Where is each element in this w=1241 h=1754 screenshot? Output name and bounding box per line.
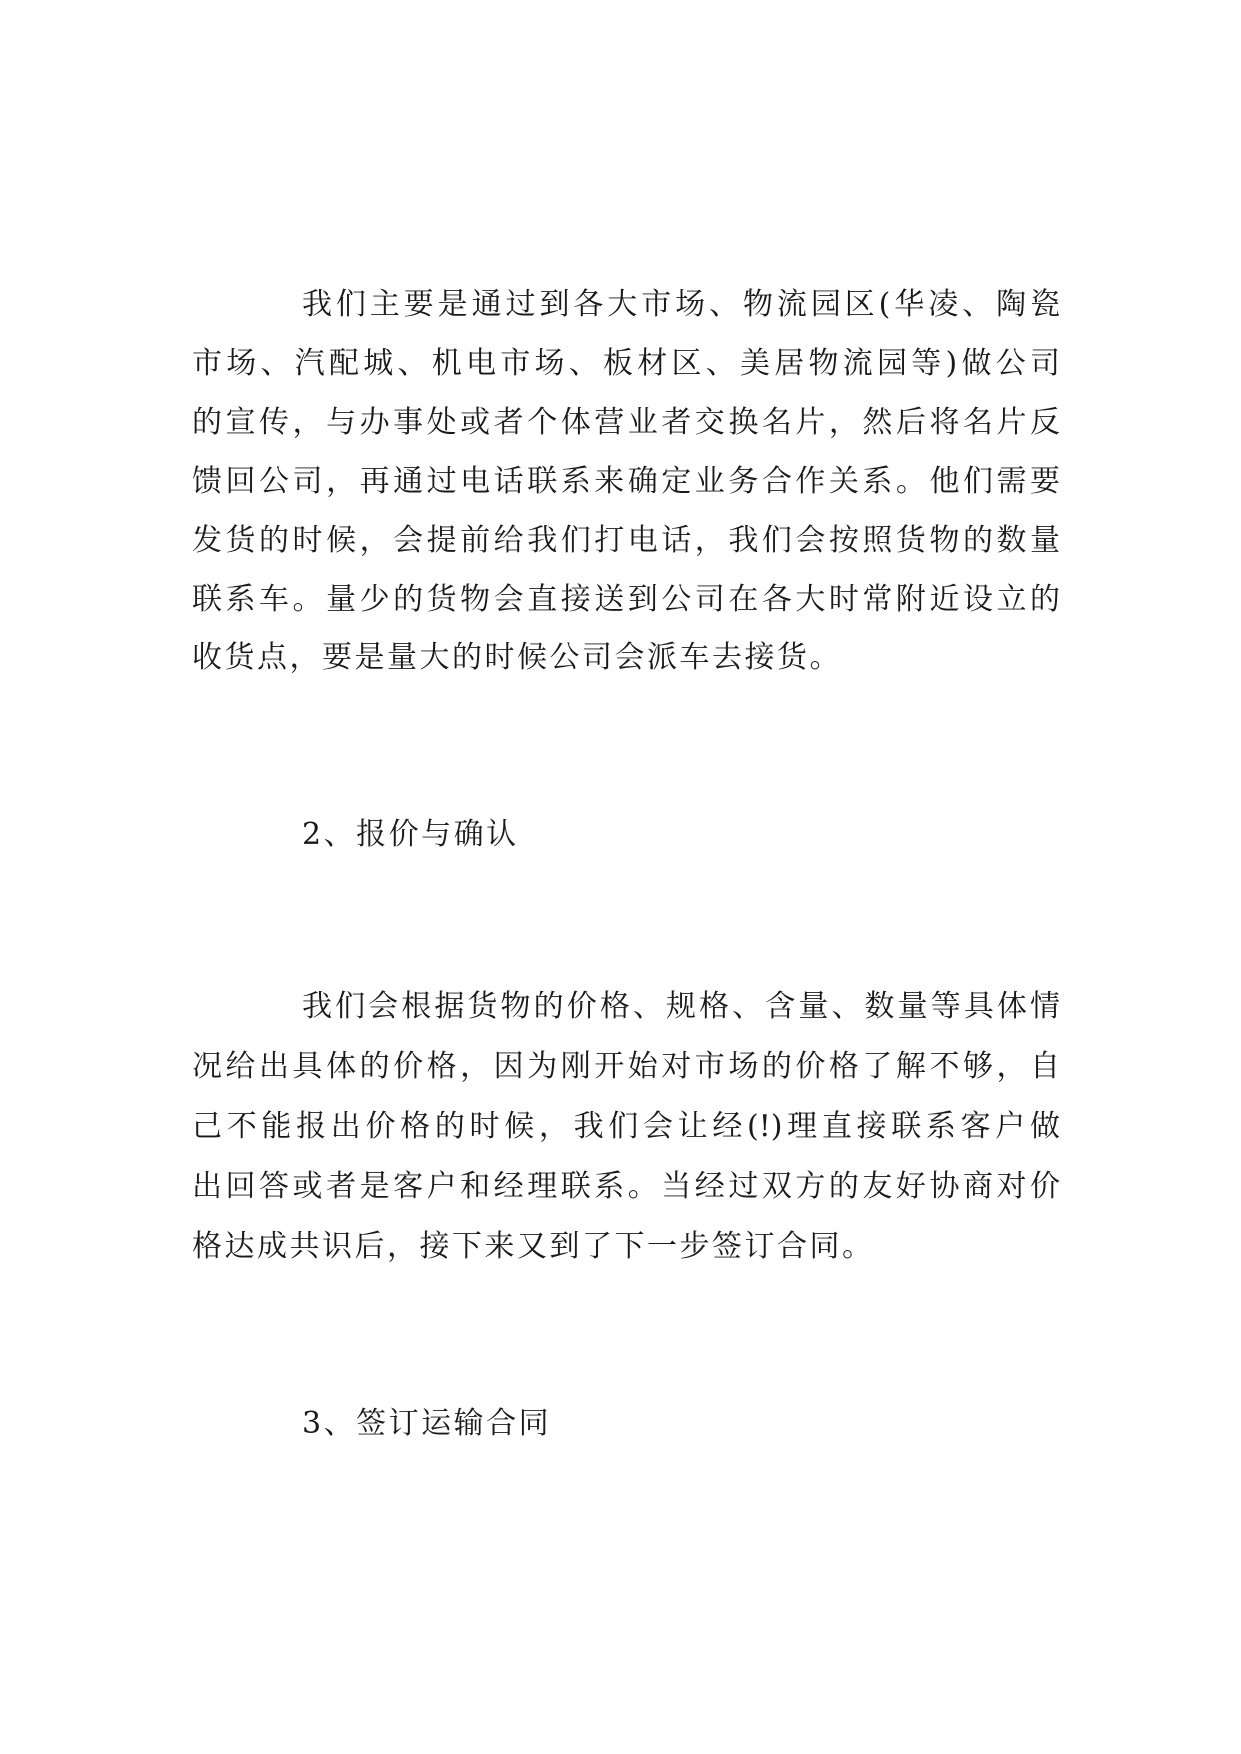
paragraph-line: 联系车。量少的货物会直接送到公司在各大时常附近设立的 (192, 582, 1060, 617)
paragraph-line: 我们会根据货物的价格、规格、含量、数量等具体情 (302, 989, 1060, 1024)
paragraph-line: 出回答或者是客户和经理联系。当经过双方的友好协商对价 (192, 1169, 1060, 1204)
paragraph-line: 馈回公司，再通过电话联系来确定业务合作关系。他们需要 (192, 464, 1060, 499)
paragraph-line: 格达成共识后，接下来又到了下一步签订合同。 (192, 1229, 875, 1264)
paragraph-line: 收货点，要是量大的时候公司会派车去接货。 (192, 640, 842, 675)
section-heading: 2、报价与确认 (302, 817, 519, 852)
paragraph-line: 况给出具体的价格，因为刚开始对市场的价格了解不够，自 (192, 1049, 1060, 1084)
paragraph-line: 己不能报出价格的时候，我们会让经(!)理直接联系客户做 (192, 1109, 1060, 1144)
paragraph-line: 我们主要是通过到各大市场、物流园区(华凌、陶瓷 (302, 287, 1060, 322)
paragraph-line: 的宣传，与办事处或者个体营业者交换名片，然后将名片反 (192, 405, 1060, 440)
paragraph-line: 市场、汽配城、机电市场、板材区、美居物流园等)做公司 (192, 346, 1060, 381)
section-heading: 3、签订运输合同 (302, 1406, 552, 1441)
paragraph-line: 发货的时候，会提前给我们打电话，我们会按照货物的数量 (192, 523, 1060, 558)
